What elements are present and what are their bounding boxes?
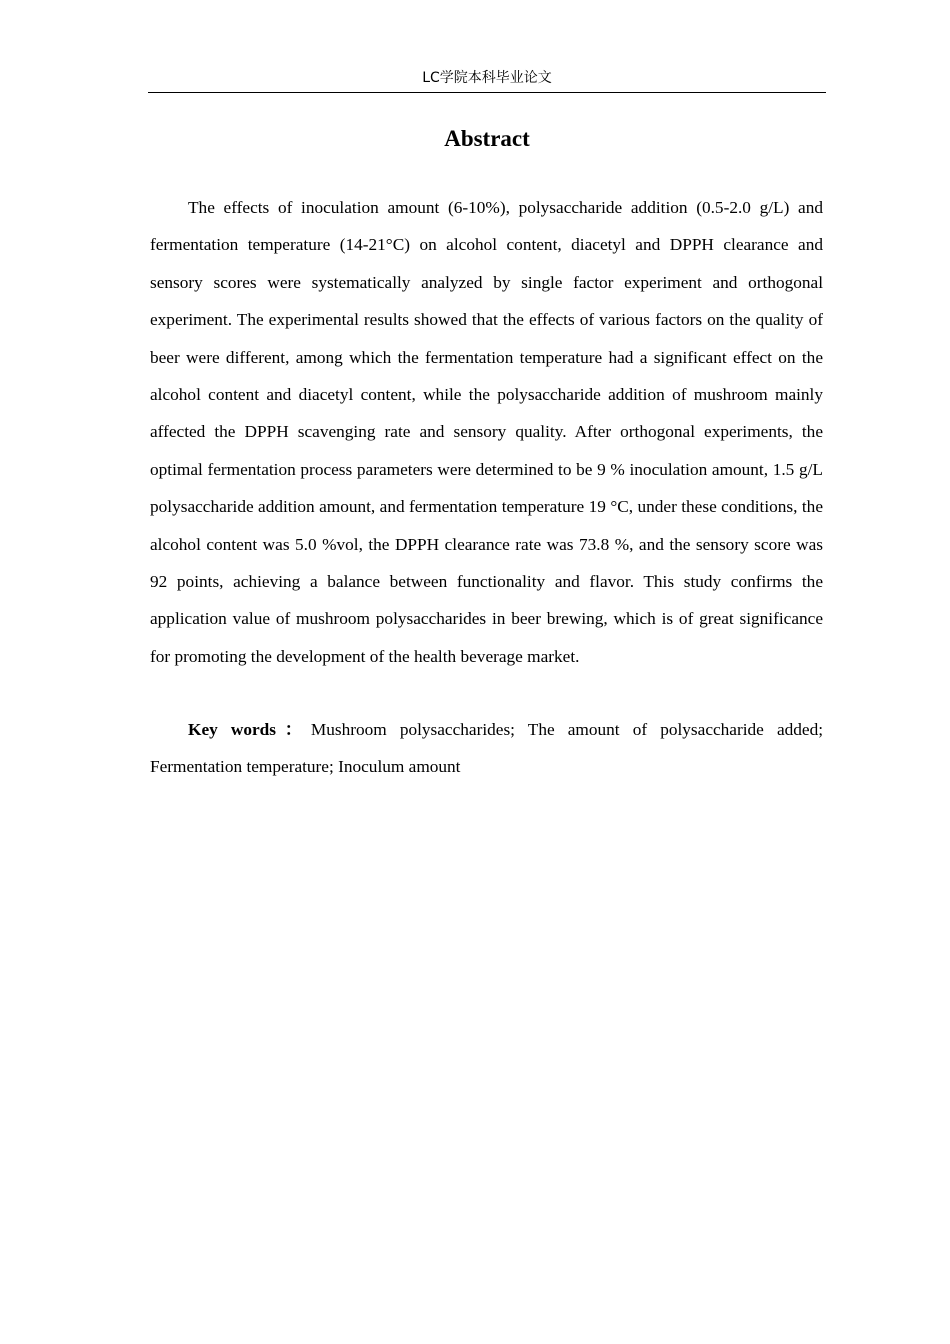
keywords-paragraph [150,711,823,786]
abstract-body: The effects of inoculation amount (6-10%), polysaccharide addition (0.5-2.0 g/L) and fermentation temperature (14-21°C) on alcohol content, diacetyl and DPPH clearance and sensory scores were systematically analyzed by single factor experiment and orthogonal experiment. The experimental results showed that the effects of various factors on the quality of beer were different, among which the fermentation temperature had a significant effect on the alcohol content and diacetyl content, while the polysaccharide addition of mushroom mainly affected the DPPH scavenging rate and sensory quality. After orthogonal experiments, the optimal fermentation process parameters were determined to be 9 % inoculation amount, 1.5 g/L polysaccharide addition amount, and fermentation temperature 19 °C, under these conditions, the alcohol content was 5.0 %vol, the DPPH clearance rate was 73.8 %, and the sensory score was 92 points, achieving a balance between functionality and flavor. This study confirms the application value of mushroom polysaccharides in beer brewing, which is of great significance for promoting the development of the health beverage market. [150,198,823,666]
running-header: LC学院本科毕业论文 [148,66,826,93]
abstract-title: Abstract [444,126,530,151]
keywords-text: Mushroom polysaccharides; The amount of polysaccharide added; Fermentation temperature; Inoculum amount [150,720,824,777]
keywords-label: Key words： [188,720,311,739]
